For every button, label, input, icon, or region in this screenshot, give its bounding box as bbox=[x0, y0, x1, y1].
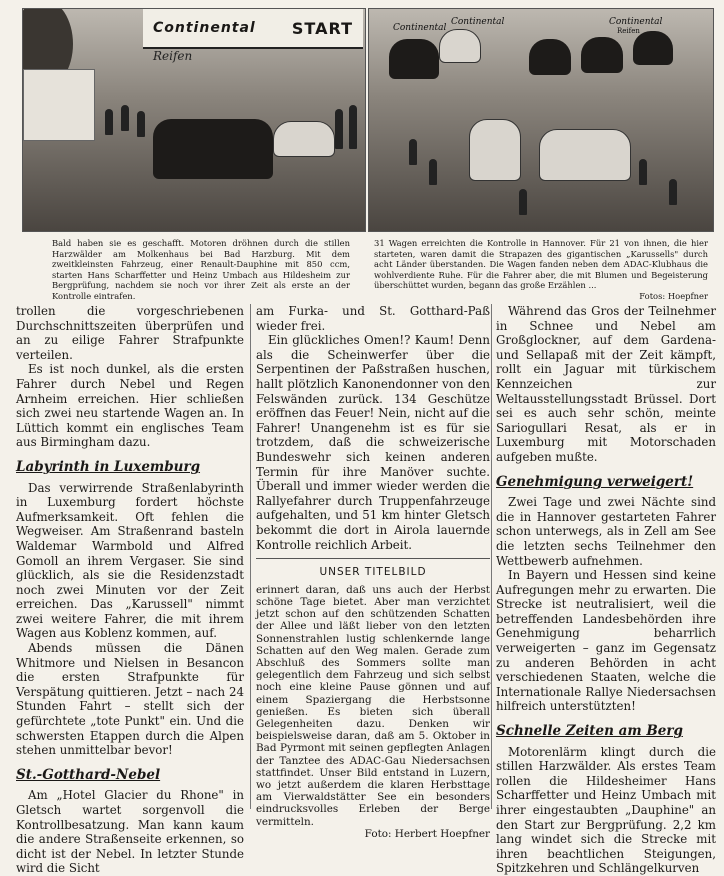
paragraph: Ein glückliches Omen!? Kaum! Denn als die Scheinwerfer über die Serpentinen der Paßstraßen huschen, hallt plötzlich Kanonendonner von den Felswänden zurück. 134 Geschütze eröffnen das Feuer! Nein, nicht auf die Fahrer! Unangenehm ist es für sie trotzdem, daß die schweizerische Bundeswehr sich keinen anderen Termin für ihre Manöver suchte. Überall und immer wieder werden die Rallyefahrer durch Truppenfahrzeuge aufgehalten, und 51 km hinter Gletsch bekommt die dort in Airola lauernde Kontrolle reichlich Arbeit. bbox=[256, 333, 490, 552]
section-heading: Genehmigung verweigert! bbox=[496, 473, 694, 490]
divider bbox=[256, 558, 490, 559]
column-2 bbox=[256, 304, 490, 840]
caption-right bbox=[374, 238, 708, 301]
sign-brand: Continental bbox=[393, 23, 447, 33]
sign-brand-2: Continental bbox=[451, 17, 505, 27]
car-background-shape bbox=[273, 121, 335, 157]
start-banner bbox=[143, 9, 363, 49]
caption-right-credit: Fotos: Hoepfner bbox=[639, 290, 708, 301]
person-shape bbox=[669, 179, 677, 205]
car-dauphine-shape bbox=[153, 119, 273, 179]
person-shape bbox=[409, 139, 417, 165]
paragraph: trollen die vorgeschriebenen Durchschnittszeiten überprüfen und an zu eilige Fahrer Strafpunkte verteilen. bbox=[16, 304, 244, 362]
banner-start: START bbox=[291, 18, 353, 38]
column-3 bbox=[496, 304, 716, 876]
photo-hannover-control bbox=[368, 8, 714, 232]
sign-sub: Reifen bbox=[617, 27, 640, 35]
car-shape bbox=[389, 39, 439, 79]
person-shape bbox=[349, 105, 357, 149]
photo-rally-start bbox=[22, 8, 366, 232]
caption-left: Bald haben sie es geschafft. Motoren dröhnen durch die stillen Harzwälder am Molkenhaus bei Bad Harzburg. Mit dem zweitkleinsten Fahrzeug, einer Renault-Dauphine mit 850 ccm, starten Hans Scharffetter und Heinz Umbach aus Hildesheim zur Bergprüfung, nachdem sie noch vor ihrer Zeit als erste an der Kontrolle eintrafen. bbox=[52, 238, 350, 301]
person-shape bbox=[639, 159, 647, 185]
car-shape bbox=[539, 129, 631, 181]
section-heading: Labyrinth in Luxemburg bbox=[16, 458, 201, 475]
caption-right-text: 31 Wagen erreichten die Kontrolle in Hannover. Für 21 von ihnen, die hier starteten, waren damit die Strapazen des gigantischen „Karussells" durch acht Länder überstanden. Die Wagen fanden neben dem ADAC-Klubhaus die wohlverdiente Ruhe. Für die Fahrer aber, die mit Blumen und Begeisterung überschüttet wurden, begann das große Erzählen ... bbox=[374, 238, 708, 290]
titelbild-credit: Foto: Herbert Hoepfner bbox=[364, 827, 490, 840]
paragraph: Während das Gros der Teilnehmer in Schnee und Nebel am Großglockner, auf dem Gardena- und Sellapaß mit der Zeit kämpft, rollt ein Jaguar mit türkischem Kennzeichen zur Weltausstellungsstadt Brüssel. Dort sei es auch sehr schön, meinte Sariogullari Resat, als er in Luxemburg mit Motorschaden aufgeben mußte. bbox=[496, 304, 716, 464]
person-shape bbox=[137, 111, 145, 137]
vehicle-van-shape bbox=[23, 69, 95, 141]
car-shape bbox=[581, 37, 623, 73]
paragraph: am Furka- und St. Gotthard-Paß wieder frei. bbox=[256, 304, 490, 333]
person-shape bbox=[519, 189, 527, 215]
section-heading: Schnelle Zeiten am Berg bbox=[496, 723, 683, 740]
paragraph: Das verwirrende Straßenlabyrinth in Luxemburg fordert höchste Aufmerksamkeit. Oft fehlen die Wegweiser. Am Straßenrand basteln Waldemar Warmbold und Alfred Gomoll an ihrem Vergaser. Sie sind glücklich, als sie die Residenzstadt noch zwei Minuten vor der Zeit erreichen. Das „Karussell" nimmt zwei weitere Fahrer, die mit ihrem Wagen aus Koblenz kommen, auf. bbox=[16, 480, 244, 641]
paragraph: Am „Hotel Glacier du Rhone" in Gletsch wartet sorgenvoll die Kontrollbesatzung. Man kann kaum die andere Straßenseite erkennen, so dicht ist der Nebel. In letzter Stunde wird die Sicht bbox=[16, 788, 244, 876]
titelbild-heading: UNSER TITELBILD bbox=[319, 566, 427, 579]
paragraph: In Bayern und Hessen sind keine Aufregungen mehr zu erwarten. Die Strecke ist neutralisiert, weil die betreffenden Landesbehörden ihre Genehmigung beharrlich verweigerten – ganz im Gegensatz zu anderen Behörden in acht verschiedenen Staaten, welche die Internationale Rallye Niedersachsen hilfreich unterstützten! bbox=[496, 568, 716, 714]
sign-brand-3: Continental bbox=[609, 17, 663, 27]
paragraph: Motorenlärm klingt durch die stillen Harzwälder. Als erstes Team rollen die Hildesheimer Hans Scharffetter und Heinz Umbach mit ihrer eingestaubten „Dauphine" an den Start zur Bergprüfung. 2,2 km lang windet sich die Strecke mit ihren beachtlichen Steigungen, Spitzkehren und Schlängelkurven bbox=[496, 744, 716, 876]
section-heading: St.-Gotthard-Nebel bbox=[16, 766, 161, 783]
car-shape bbox=[469, 119, 521, 181]
person-shape bbox=[121, 105, 129, 131]
titelbild-text: erinnert daran, daß uns auch der Herbst schöne Tage bietet. Aber man verzichtet jetzt schon auf den schützenden Schatten der Allee und läßt lieber von den letzten Sonnenstrahlen lustig schlenkernde lange Schatten auf den Weg malen. Gerade zum Abschluß des Sommers sollte man gelegentlich dem Fahrzeug und sich selbst noch eine kleine Pause gönnen und auf einem Spaziergang die Herbstsonne genießen. Es bieten sich überall Gelegenheiten dazu. Denken wir beispielsweise daran, daß am 5. Oktober in Bad Pyrmont mit seinen gepflegten Anlagen der Tanztee des ADAC-Gau Niedersachsen stattfindet. Unser Bild entstand in Luzern, wo jetzt außerdem die klaren Herbsttage am Vierwaldstätter See ein besonders eindrucksvolles Erleben der Berge vermitteln. bbox=[256, 583, 490, 828]
person-shape bbox=[335, 109, 343, 149]
column-divider bbox=[250, 304, 251, 809]
banner-sub: Reifen bbox=[153, 49, 193, 63]
paragraph: Abends müssen die Dänen Whitmore und Nielsen in Besancon die ersten Strafpunkte für Verspätung quittieren. Jetzt – nach 24 Stunden Fahrt – stellt sich der gefürchtete „tote Punkt" ein. Und die schwersten Etappen durch die Alpen stehen unmittelbar bevor! bbox=[16, 641, 244, 758]
paragraph: Zwei Tage und zwei Nächte sind die in Hannover gestarteten Fahrer schon unterwegs, als in Zell am See die letzten sechs Teilnehmer den Wettbewerb aufnehmen. bbox=[496, 495, 716, 568]
car-shape bbox=[439, 29, 481, 63]
car-shape bbox=[529, 39, 571, 75]
banner-brand: Continental bbox=[153, 20, 256, 36]
person-shape bbox=[429, 159, 437, 185]
person-shape bbox=[105, 109, 113, 135]
paragraph: Es ist noch dunkel, als die ersten Fahrer durch Nebel und Regen Arnheim erreichen. Hier schließen sich zwei neu startende Wagen an. In Lüttich kommt ein englisches Team aus Birmingham dazu. bbox=[16, 362, 244, 450]
column-1 bbox=[16, 304, 244, 876]
column-divider bbox=[491, 304, 492, 809]
car-shape bbox=[633, 31, 673, 65]
